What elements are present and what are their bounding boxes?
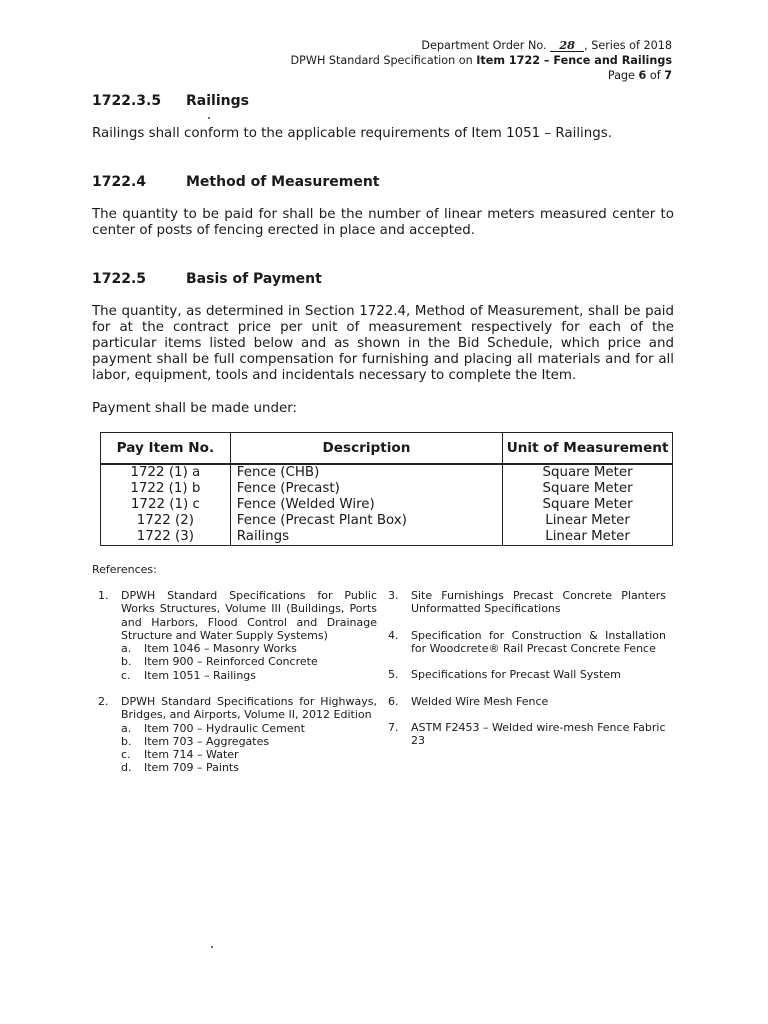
- pay-item-cell: 1722 (1) b: [101, 481, 231, 497]
- reference-text: Specifications for Precast Wall System: [411, 668, 621, 681]
- reference-number: 5.: [388, 668, 399, 681]
- document-header: [291, 38, 672, 83]
- section-number: 1722.4: [92, 174, 147, 190]
- description-cell: Railings: [230, 529, 502, 546]
- scan-speck: [208, 117, 210, 119]
- measurement-paragraph: The quantity to be paid for shall be the number of linear meters measured center to center of posts of fencing erected in place and accepted.: [92, 207, 674, 238]
- reference-number: 1.: [98, 589, 109, 602]
- section-title: Railings: [186, 93, 249, 109]
- pay-items-table: [100, 432, 673, 546]
- order-suffix: , Series of 2018: [584, 39, 672, 52]
- header-description: Description: [230, 433, 502, 465]
- reference-text: DPWH Standard Specifications for Public Works Structures, Volume III (Buildings, Ports and Harbors, Flood Control and Drainage Structure and Water Supply Systems): [121, 589, 377, 642]
- payment-paragraph: The quantity, as determined in Section 1722.4, Method of Measurement, shall be paid for at the contract price per unit of measurement respectively for each of the particular items listed below and as shown in the Bid Schedule, which price and payment shall be full compensation for furnishing and placing all materials and for all labor, equipment, tools and incidentals necessary to complete the Item.: [92, 304, 674, 383]
- reference-subitem: c. Item 1051 – Railings: [121, 668, 257, 682]
- page-line: [291, 68, 672, 83]
- pay-item-cell: 1722 (1) c: [101, 497, 231, 513]
- page-prefix: Page: [607, 69, 635, 82]
- order-prefix: Department Order No.: [421, 39, 547, 52]
- spec-item: Item 1722 – Fence and Railings: [476, 54, 672, 67]
- pay-item-cell: 1722 (3): [101, 529, 231, 546]
- pay-item-cell: 1722 (2): [101, 513, 231, 529]
- unit-cell: Square Meter: [503, 464, 673, 481]
- page-total: 7: [664, 69, 672, 82]
- reference-number: 7.: [388, 721, 399, 734]
- section-number: 1722.5: [92, 271, 147, 287]
- scan-speck: [211, 946, 213, 948]
- section-title: Method of Measurement: [186, 174, 380, 190]
- reference-text: Welded Wire Mesh Fence: [411, 695, 549, 708]
- table-row: [101, 529, 673, 546]
- reference-subitem: b. Item 900 – Reinforced Concrete: [121, 655, 318, 669]
- reference-item: [98, 695, 377, 775]
- reference-subitem: b. Item 703 – Aggregates: [121, 734, 270, 748]
- reference-subitem: d. Item 709 – Paints: [121, 761, 239, 775]
- table-row: [101, 464, 673, 481]
- reference-subitem: a. Item 1046 – Masonry Works: [121, 642, 297, 656]
- page-current: 6: [638, 69, 647, 82]
- header-unit: Unit of Measurement: [503, 433, 673, 465]
- section-heading-measurement: [92, 174, 380, 190]
- description-cell: Fence (CHB): [230, 464, 502, 481]
- section-heading-railings: [92, 93, 249, 109]
- reference-number: 3.: [388, 589, 399, 602]
- reference-item: [98, 589, 377, 682]
- order-number: 28: [550, 39, 584, 52]
- payment-made-under: Payment shall be made under:: [92, 401, 297, 416]
- header-pay-item: Pay Item No.: [101, 433, 231, 465]
- reference-number: 6.: [388, 695, 399, 708]
- railings-paragraph: Railings shall conform to the applicable requirements of Item 1051 – Railings.: [92, 126, 612, 141]
- reference-item: [388, 721, 670, 748]
- table-row: [101, 497, 673, 513]
- table-row: [101, 513, 673, 529]
- reference-number: 2.: [98, 695, 109, 708]
- description-cell: Fence (Welded Wire): [230, 497, 502, 513]
- section-number: 1722.3.5: [92, 93, 162, 109]
- spec-line: [291, 53, 672, 68]
- unit-cell: Linear Meter: [503, 513, 673, 529]
- reference-item: [388, 695, 666, 708]
- references-title: References:: [92, 563, 157, 576]
- reference-text: ASTM F2453 – Welded wire-mesh Fence Fabric 23: [411, 721, 666, 748]
- order-line: [291, 38, 672, 53]
- spec-prefix: DPWH Standard Specification on: [290, 54, 473, 67]
- reference-text: Specification for Construction & Installation for Woodcrete® Rail Precast Concrete Fence: [411, 629, 666, 656]
- reference-item: [388, 589, 666, 616]
- reference-item: [388, 629, 666, 656]
- reference-text: DPWH Standard Specifications for Highways, Bridges, and Airports, Volume II, 2012 Edition: [121, 695, 377, 722]
- reference-text: Site Furnishings Precast Concrete Planters Unformatted Specifications: [411, 589, 666, 616]
- reference-subitem: a. Item 700 – Hydraulic Cement: [121, 721, 305, 735]
- reference-subitem: c. Item 714 – Water: [121, 748, 239, 762]
- page-of: of: [649, 69, 661, 82]
- description-cell: Fence (Precast): [230, 481, 502, 497]
- section-title: Basis of Payment: [186, 271, 322, 287]
- unit-cell: Square Meter: [503, 481, 673, 497]
- reference-number: 4.: [388, 629, 399, 642]
- pay-item-cell: 1722 (1) a: [101, 464, 231, 481]
- unit-cell: Square Meter: [503, 497, 673, 513]
- table-row: [101, 481, 673, 497]
- section-heading-payment: [92, 271, 322, 287]
- table-header-row: [101, 433, 673, 465]
- reference-item: [388, 668, 666, 681]
- description-cell: Fence (Precast Plant Box): [230, 513, 502, 529]
- unit-cell: Linear Meter: [503, 529, 673, 546]
